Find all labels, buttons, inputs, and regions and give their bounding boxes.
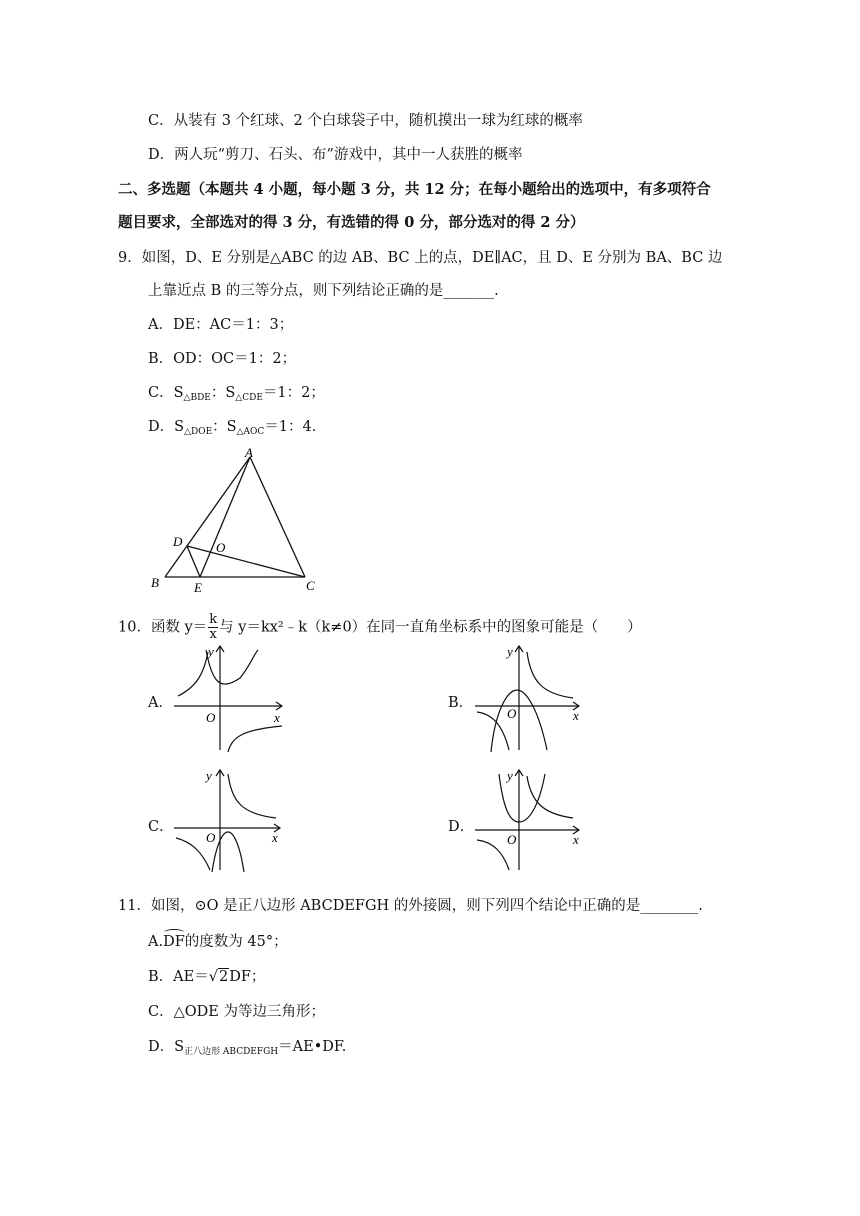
svg-text:x: x: [274, 710, 280, 725]
q11-option-d: D．$S_{正八边形 ABCDEFGH}=AE•DF$.: [148, 1039, 347, 1057]
q9-option-c: C．$S_{\triangle BDE}$：$S_{\triangle CDE}=1$：2；: [148, 385, 325, 403]
q8-option-c: C．从装有 3 个红球、2 个白球袋子中，随机摸出一球为红球的概率: [148, 113, 583, 129]
q9-stem: 9．如图，D、E 分别是△ABC 的边 AB、BC 上的点，DE∥AC，且 D、E 分别为 BA、BC 边: [118, 250, 723, 266]
q11-option-a: A.DF的度数为 45°；: [148, 934, 288, 950]
svg-text:O: O: [206, 830, 216, 845]
section2-heading: 二、多选题（本题共 4 小题，每小题 3 分，共 12 分；在每小题给出的选项中，有多项符合: [118, 181, 711, 198]
svg-text:x: x: [573, 708, 579, 723]
segment-dc: [187, 546, 305, 577]
svg-text:x: x: [272, 830, 278, 845]
q9-option-d: D．$S_{\triangle DOE}$：$S_{\triangle AOC}=1$：4．: [148, 419, 327, 437]
q9-triangle-figure: [145, 445, 335, 595]
label-b: B: [151, 575, 159, 590]
label-e: E: [194, 580, 202, 595]
q11-option-b: B．AE＝√2DF；: [148, 969, 266, 985]
label-d: D: [173, 534, 183, 549]
svg-text:O: O: [206, 710, 216, 725]
fraction-k-over-x: $\frac{k}{x}$: [209, 612, 218, 642]
arc-df: DF: [163, 934, 185, 950]
q11-option-c: C．△ODE 为等边三角形；: [148, 1004, 325, 1020]
segment-ac: [250, 457, 305, 577]
q10-graph-a: [172, 642, 292, 754]
q10-option-b-label: B．: [448, 695, 474, 711]
svg-text:y: y: [507, 768, 513, 783]
segment-de: [187, 546, 200, 577]
q10-graph-b: [473, 642, 593, 754]
q10-stem: 10．函数 y＝ $\frac{k}{x}$ 与 y＝kx²﹣k（k≠0）在同一直角坐标系中的图象可能是（ ）: [118, 612, 642, 642]
svg-text:y: y: [507, 644, 513, 659]
q8-option-d: D．两人玩“剪刀、石头、布”游戏中，其中一人获胜的概率: [148, 147, 523, 163]
q10-option-d-label: D．: [448, 819, 475, 835]
svg-text:y: y: [208, 644, 214, 659]
svg-text:y: y: [206, 768, 212, 783]
svg-text:O: O: [507, 832, 517, 847]
q9-option-b: B．OD：OC＝1：2；: [148, 351, 297, 367]
label-o: O: [216, 540, 226, 555]
q10-graph-d: [473, 766, 593, 874]
label-c: C: [306, 578, 315, 593]
q9-stem-cont: 上靠近点 B 的三等分点，则下列结论正确的是_______.: [148, 283, 499, 299]
q10-graph-c: [172, 766, 292, 874]
svg-text:x: x: [573, 832, 579, 847]
svg-text:O: O: [507, 706, 517, 721]
q10-option-c-label: C．: [148, 819, 174, 835]
section2-heading-cont: 题目要求，全部选对的得 3 分，有选错的得 0 分，部分选对的得 2 分）: [118, 214, 585, 231]
q10-option-a-label: A．: [148, 695, 173, 711]
label-a: A: [245, 445, 253, 460]
q11-stem: 11．如图，⊙O 是正八边形 ABCDEFGH 的外接圆，则下列四个结论中正确的是________.: [118, 898, 703, 914]
q9-option-a: A．DE：AC＝1：3；: [148, 317, 294, 333]
